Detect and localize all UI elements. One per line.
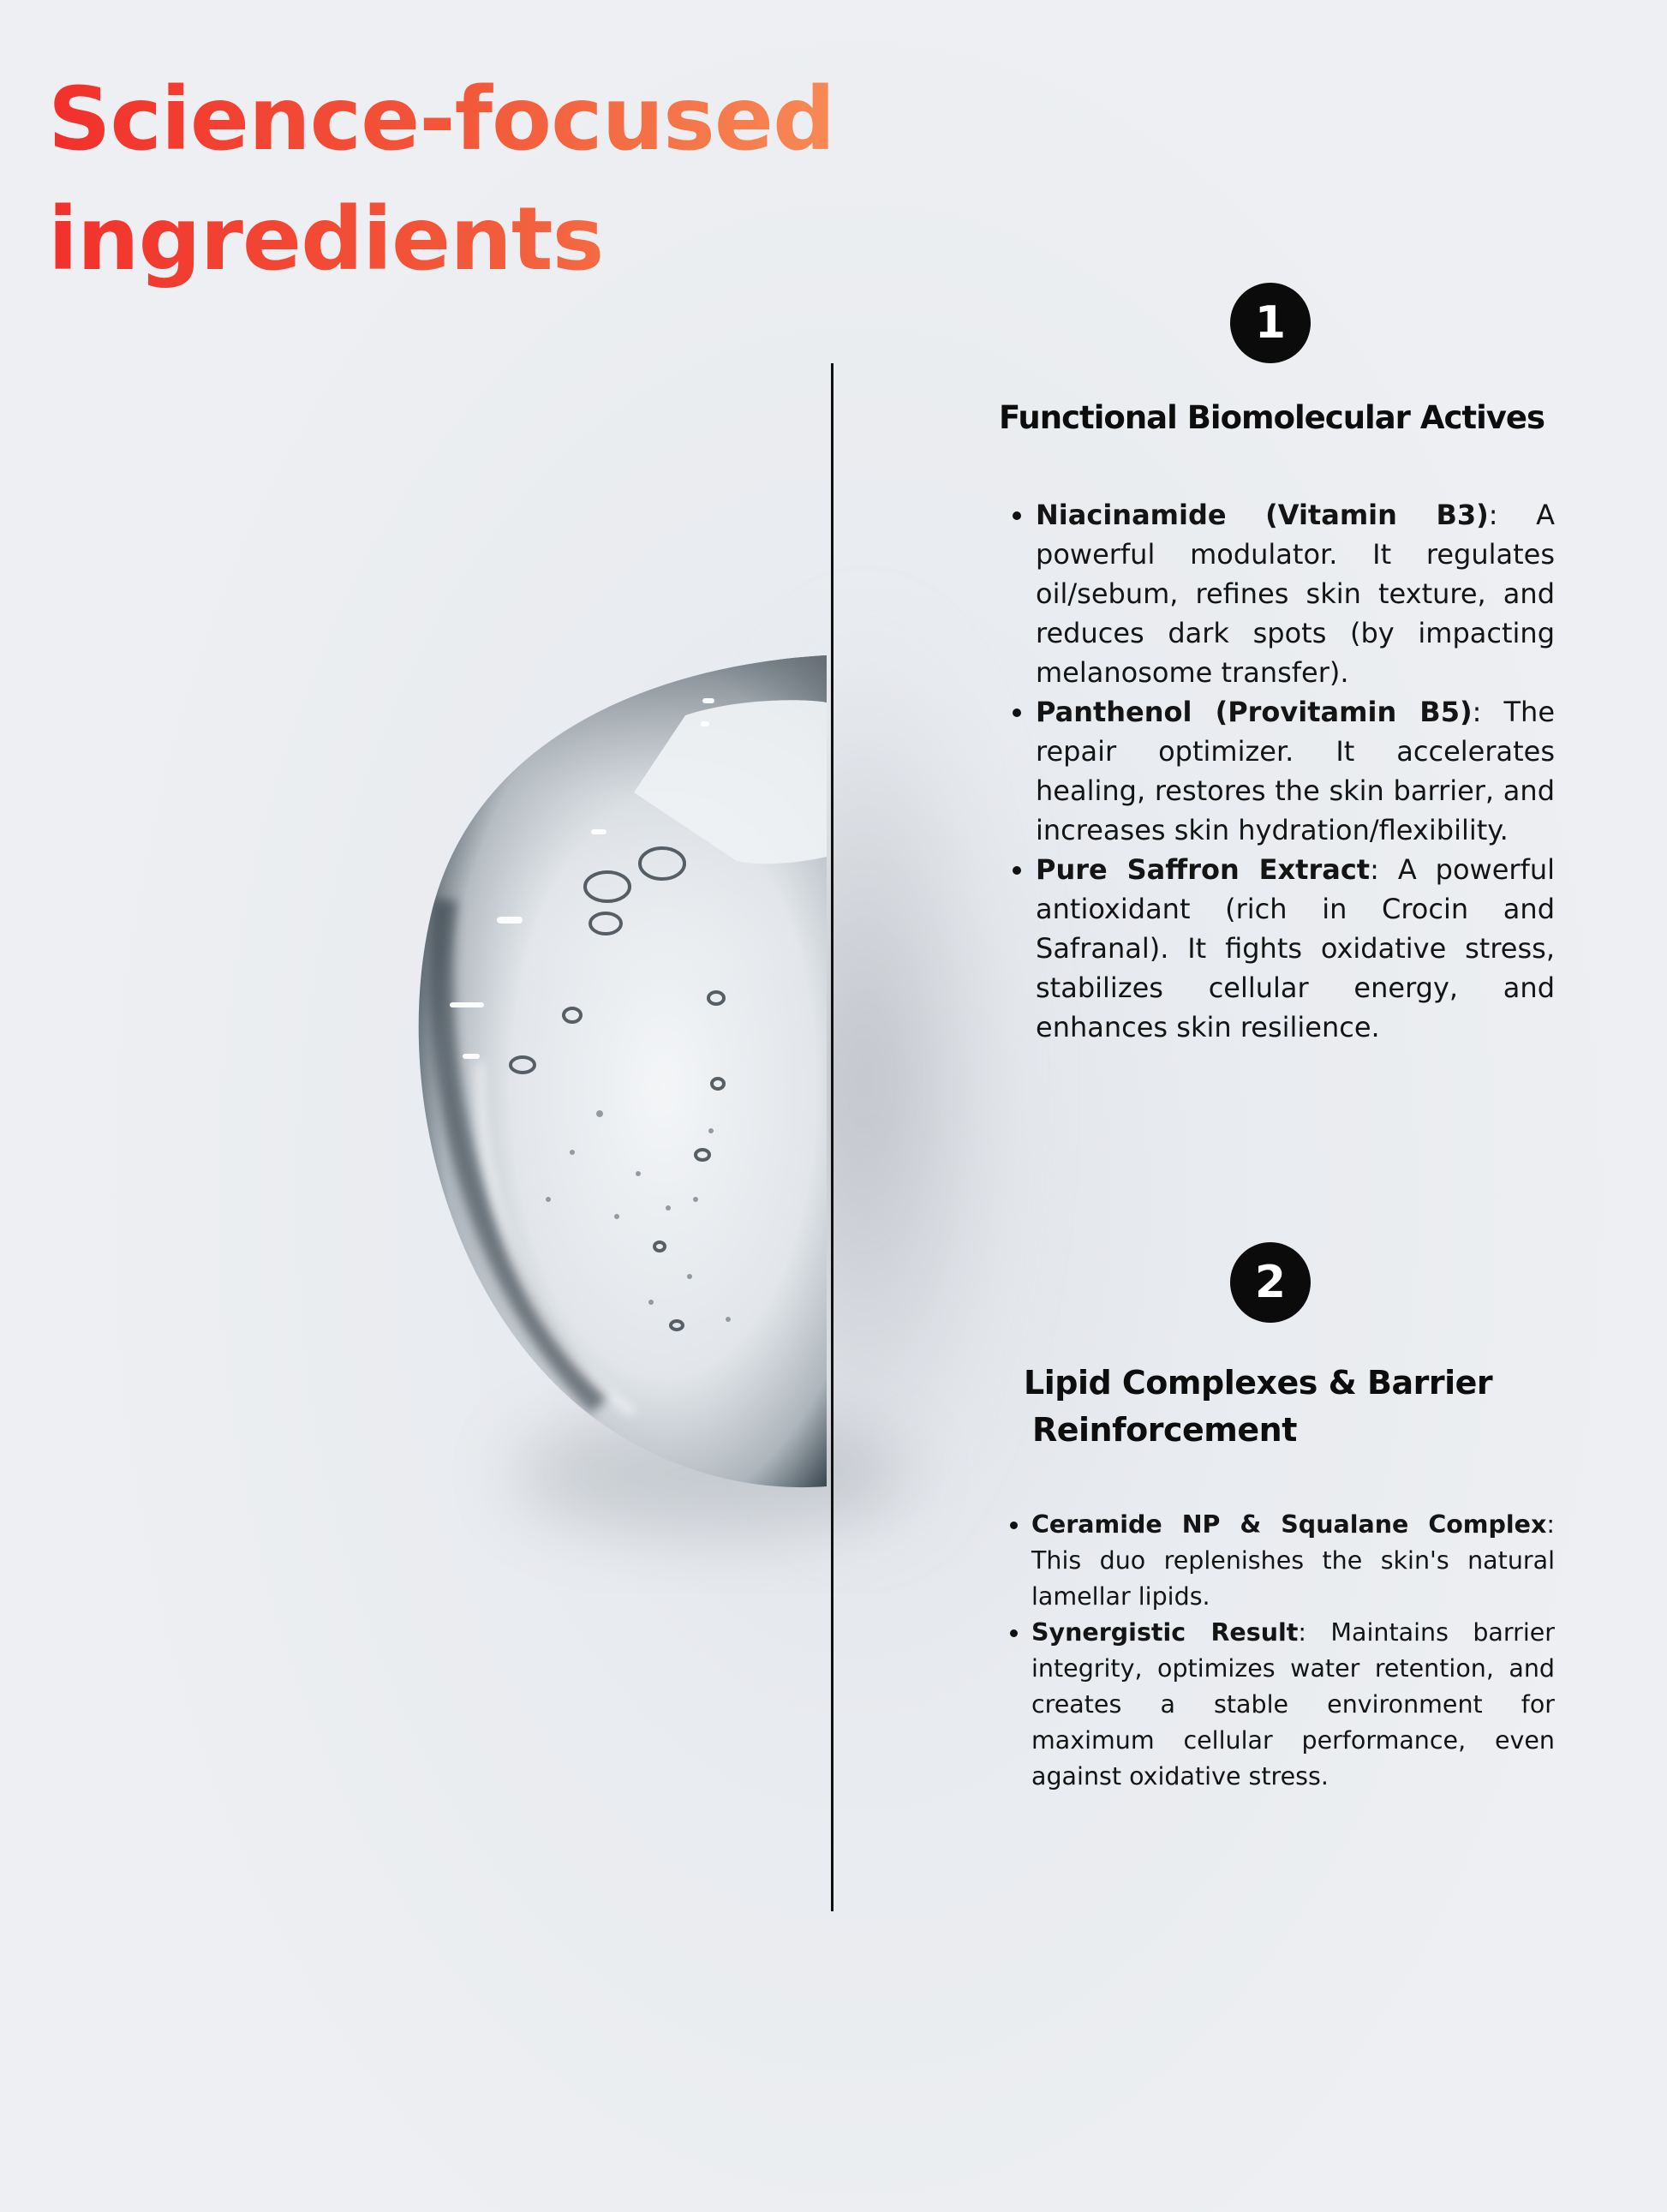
section-1-heading: Functional Biomolecular Actives — [999, 399, 1545, 436]
page-title-line-1: Science-focused — [48, 69, 835, 170]
list-item-saffron-extract — [1036, 850, 1555, 1047]
section-2-heading-line-1: Lipid Complexes & Barrier — [1024, 1364, 1493, 1402]
list-item-synergistic-result — [1031, 1615, 1555, 1795]
ingredient-description: : A powerful antioxidant (rich in Crocin and Safranal). It fights oxidative stress, stabilizes cellular energy, and enhances skin resilience. — [1036, 853, 1555, 1043]
ingredient-term: Niacinamide (Vitamin B3) — [1036, 499, 1489, 531]
page-title-line-2: ingredients — [48, 188, 604, 290]
ingredient-term: Pure Saffron Extract — [1036, 853, 1371, 886]
section-1-number-badge: 1 — [1230, 283, 1311, 363]
section-1-ingredient-list — [1036, 495, 1555, 1047]
ingredient-description: : A powerful modulator. It regulates oil/sebum, refines skin texture, and reduces dark spots (by impacting melanosome transfer). — [1036, 499, 1556, 689]
ingredient-term: Synergistic Result — [1031, 1618, 1299, 1647]
list-item-ceramide-squalane — [1031, 1507, 1555, 1615]
ingredient-term: Panthenol (Provitamin B5) — [1036, 696, 1473, 728]
section-2-number-badge: 2 — [1230, 1242, 1311, 1323]
droplet-body — [377, 634, 839, 1508]
vertical-divider — [831, 363, 834, 1911]
ingredient-description: : Maintains barrier integrity, optimizes water retention, and creates a stable environment for maximum cellular performance, even against oxidative stress. — [1031, 1618, 1555, 1791]
section-2-heading — [1024, 1360, 1555, 1454]
ingredient-description: : This duo replenishes the skin's natural lamellar lipids. — [1031, 1510, 1555, 1611]
ingredient-description: : The repair optimizer. It accelerates healing, restores the skin barrier, and increases skin hydration/flexibility. — [1036, 696, 1556, 846]
list-item-niacinamide — [1036, 495, 1555, 692]
ingredient-term: Ceramide NP & Squalane Complex — [1031, 1510, 1547, 1539]
list-item-panthenol — [1036, 692, 1555, 850]
section-2-heading-line-2: Reinforcement — [1032, 1411, 1297, 1449]
section-2-ingredient-list — [1031, 1507, 1555, 1795]
